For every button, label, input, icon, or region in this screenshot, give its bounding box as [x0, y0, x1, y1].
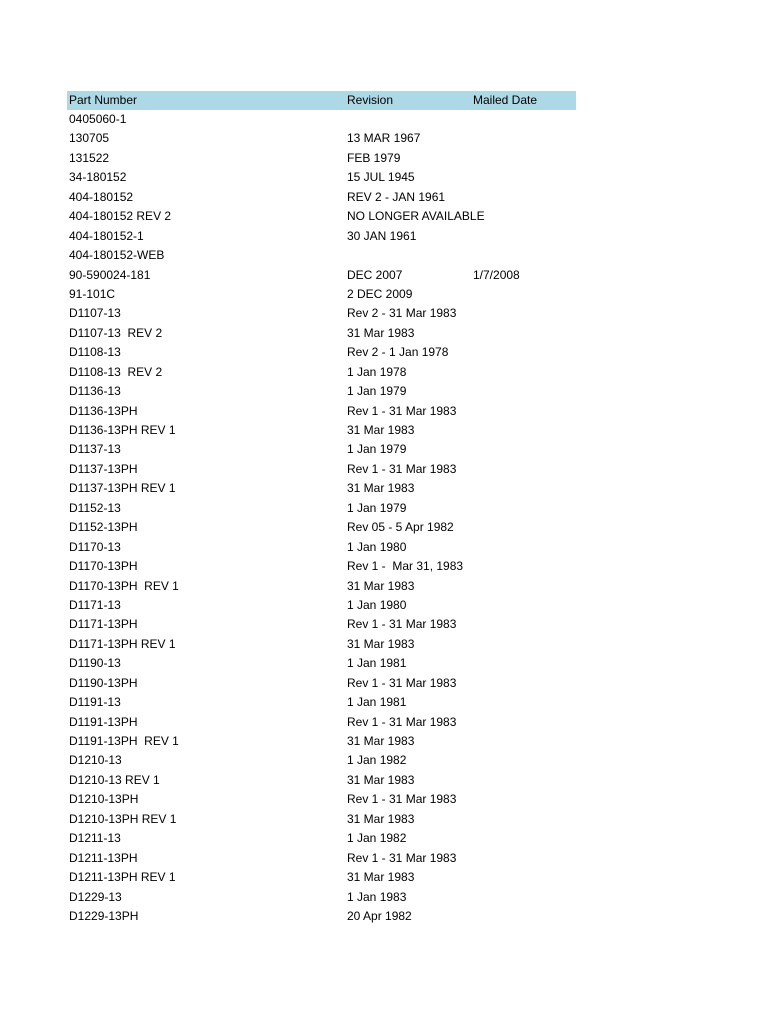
cell-revision: 31 Mar 1983: [347, 811, 415, 826]
cell-mailed-date: [473, 654, 576, 673]
cell-part-number: D1108-13: [69, 345, 121, 360]
cell-part-number: 91-101C: [69, 286, 116, 301]
cell-part-number: D1137-13: [69, 442, 121, 457]
cell-mailed-date: [473, 188, 576, 207]
table-row: [67, 518, 576, 537]
cell-mailed-date: [473, 771, 576, 790]
cell-revision: 15 JUL 1945: [347, 170, 415, 185]
cell-revision: 31 Mar 1983: [347, 870, 415, 885]
cell-revision: 2 DEC 2009: [347, 286, 413, 301]
cell-part-number: D1210-13PH: [69, 792, 139, 807]
cell-part-number: D1171-13PH: [69, 617, 138, 632]
cell-part-number: D1152-13PH: [69, 520, 138, 535]
cell-revision: Rev 1 - 31 Mar 1983: [347, 792, 457, 807]
cell-mailed-date: [473, 849, 576, 868]
cell-revision: Rev 2 - 1 Jan 1978: [347, 345, 449, 360]
parts-table: [67, 91, 576, 926]
cell-mailed-date: [473, 713, 576, 732]
cell-part-number: D1191-13PH: [69, 714, 138, 729]
table-row: [67, 460, 576, 479]
header-mailed-date: Mailed Date: [473, 93, 538, 107]
cell-mailed-date: [473, 810, 576, 829]
table-row: [67, 188, 576, 207]
cell-mailed-date: [473, 635, 576, 654]
cell-part-number: 130705: [69, 131, 110, 146]
cell-revision: 1 Jan 1981: [347, 656, 407, 671]
cell-mailed-date: [473, 440, 576, 459]
table-row: [67, 421, 576, 440]
table-row: [67, 829, 576, 848]
cell-revision: 31 Mar 1983: [347, 481, 415, 496]
cell-mailed-date: [473, 304, 576, 323]
cell-revision: Rev 1 - 31 Mar 1983: [347, 675, 457, 690]
table-row: [67, 907, 576, 926]
table-row: [67, 674, 576, 693]
table-row: [67, 693, 576, 712]
cell-part-number: D1108-13 REV 2: [69, 364, 163, 379]
cell-revision: 1 Jan 1978: [347, 364, 407, 379]
table-row: [67, 499, 576, 518]
cell-mailed-date: [473, 868, 576, 887]
cell-revision: 31 Mar 1983: [347, 772, 415, 787]
cell-mailed-date: [473, 907, 576, 926]
cell-mailed-date: [473, 499, 576, 518]
table-row: [67, 635, 576, 654]
cell-mailed-date: [473, 732, 576, 751]
cell-part-number: D1229-13: [69, 889, 122, 904]
table-row: [67, 615, 576, 634]
cell-revision: 1 Jan 1980: [347, 539, 407, 554]
cell-part-number: D1210-13: [69, 753, 122, 768]
cell-mailed-date: [473, 129, 576, 148]
table-row: [67, 363, 576, 382]
cell-revision: Rev 1 - 31 Mar 1983: [347, 461, 457, 476]
cell-part-number: 34-180152: [69, 170, 127, 185]
table-row: [67, 168, 576, 187]
table-row: [67, 246, 576, 265]
cell-part-number: D1211-13PH REV 1: [69, 870, 176, 885]
cell-mailed-date: [473, 674, 576, 693]
cell-revision: Rev 1 - 31 Mar 1983: [347, 403, 457, 418]
table-row: [67, 382, 576, 401]
cell-part-number: D1190-13PH: [69, 675, 138, 690]
cell-mailed-date: [473, 227, 576, 246]
cell-mailed-date: [473, 402, 576, 421]
table-row: [67, 304, 576, 323]
cell-revision: 31 Mar 1983: [347, 423, 415, 437]
table-row: [67, 654, 576, 673]
cell-part-number: D1136-13PH: [69, 403, 138, 418]
cell-revision: Rev 1 - 31 Mar 1983: [347, 617, 457, 632]
table-row: [67, 771, 576, 790]
cell-part-number: D1152-13: [69, 500, 121, 515]
cell-mailed-date: [473, 790, 576, 809]
cell-mailed-date: [473, 615, 576, 634]
cell-revision: Rev 1 - Mar 31, 1983: [347, 559, 464, 574]
cell-part-number: D1170-13: [69, 539, 121, 554]
cell-mailed-date: [473, 557, 576, 576]
cell-part-number: 0405060-1: [69, 112, 127, 126]
cell-revision: 31 Mar 1983: [347, 325, 415, 340]
cell-revision: Rev 1 - 31 Mar 1983: [347, 850, 457, 865]
cell-revision: 1 Jan 1981: [347, 695, 407, 710]
table-row: [67, 596, 576, 615]
cell-mailed-date: [473, 538, 576, 557]
cell-part-number: D1170-13PH: [69, 559, 138, 574]
cell-part-number: D1137-13PH: [69, 461, 138, 476]
cell-mailed-date: [473, 324, 576, 343]
table-row: [67, 868, 576, 887]
header-part-number: Part Number: [69, 93, 138, 107]
cell-mailed-date: [473, 421, 576, 440]
table-row: [67, 732, 576, 751]
cell-part-number: D1171-13PH REV 1: [69, 636, 176, 651]
table-row: [67, 557, 576, 576]
cell-mailed-date: [473, 596, 576, 615]
cell-part-number: D1229-13PH: [69, 908, 139, 923]
table-row: [67, 888, 576, 907]
cell-part-number: D1136-13: [69, 384, 121, 399]
table-row: [67, 577, 576, 596]
cell-mailed-date: [473, 888, 576, 907]
cell-revision: 1 Jan 1982: [347, 831, 407, 846]
table-row: [67, 713, 576, 732]
cell-mailed-date: [473, 577, 576, 596]
cell-part-number: D1191-13PH REV 1: [69, 734, 179, 748]
cell-revision: 31 Mar 1983: [347, 578, 415, 593]
cell-revision: Rev 05 - 5 Apr 1982: [347, 520, 454, 535]
table-row: [67, 149, 576, 168]
table-row: [67, 266, 576, 285]
cell-part-number: D1190-13: [69, 656, 121, 671]
cell-mailed-date: [473, 460, 576, 479]
table-row: [67, 110, 576, 129]
cell-part-number: D1137-13PH REV 1: [69, 481, 176, 496]
table-row: [67, 479, 576, 498]
cell-mailed-date: [473, 246, 576, 265]
cell-mailed-date: [473, 110, 576, 129]
cell-revision: 31 Mar 1983: [347, 636, 415, 651]
table-row: [67, 285, 576, 304]
cell-part-number: D1107-13: [69, 306, 121, 321]
cell-part-number: D1136-13PH REV 1: [69, 423, 176, 437]
table-row: [67, 751, 576, 770]
cell-revision: 1 Jan 1979: [347, 442, 407, 457]
table-row: [67, 849, 576, 868]
cell-revision: [347, 246, 473, 265]
cell-mailed-date: [473, 829, 576, 848]
cell-mailed-date: [473, 343, 576, 362]
table-row: [67, 440, 576, 459]
table-header: [67, 91, 576, 110]
cell-revision: 1 Jan 1980: [347, 597, 407, 612]
cell-mailed-date: [473, 693, 576, 712]
cell-mailed-date: [473, 285, 576, 304]
table-body: [67, 110, 576, 926]
table-row: [67, 343, 576, 362]
cell-mailed-date: [473, 207, 576, 226]
cell-revision: 13 MAR 1967: [347, 131, 421, 146]
table-row: [67, 790, 576, 809]
cell-revision: 30 JAN 1961: [347, 228, 417, 243]
cell-revision: NO LONGER AVAILABLE: [347, 209, 485, 224]
table-row: [67, 324, 576, 343]
cell-revision: REV 2 - JAN 1961: [347, 189, 446, 204]
cell-part-number: 131522: [69, 150, 110, 165]
cell-part-number: D1170-13PH REV 1: [69, 578, 179, 593]
cell-part-number: 404-180152-1: [69, 228, 144, 243]
cell-part-number: D1191-13: [69, 695, 121, 710]
table-row: [67, 129, 576, 148]
cell-revision: 1 Jan 1979: [347, 500, 407, 515]
cell-part-number: 404-180152-WEB: [69, 248, 165, 263]
cell-part-number: 90-590024-181: [69, 267, 151, 282]
cell-revision: 1 Jan 1979: [347, 384, 407, 399]
cell-part-number: D1211-13PH: [69, 850, 138, 865]
table-row: [67, 538, 576, 557]
header-revision: Revision: [347, 93, 394, 107]
cell-part-number: 404-180152: [69, 189, 134, 204]
table-row: [67, 402, 576, 421]
cell-revision: 1 Jan 1983: [347, 889, 407, 904]
cell-mailed-date: [473, 751, 576, 770]
cell-revision: Rev 2 - 31 Mar 1983: [347, 306, 457, 321]
cell-revision: DEC 2007: [347, 267, 403, 282]
cell-part-number: D1210-13PH REV 1: [69, 811, 177, 826]
table-row: [67, 227, 576, 246]
cell-part-number: 404-180152 REV 2: [69, 209, 172, 224]
cell-revision: FEB 1979: [347, 150, 401, 165]
cell-revision: [347, 110, 473, 129]
cell-mailed-date: 1/7/2008: [473, 267, 520, 282]
table-row: [67, 207, 576, 226]
cell-revision: Rev 1 - 31 Mar 1983: [347, 714, 457, 729]
cell-part-number: D1107-13 REV 2: [69, 325, 163, 340]
cell-part-number: D1211-13: [69, 831, 121, 846]
cell-mailed-date: [473, 382, 576, 401]
cell-revision: 1 Jan 1982: [347, 753, 407, 768]
table-row: [67, 810, 576, 829]
cell-mailed-date: [473, 149, 576, 168]
cell-part-number: D1171-13: [69, 597, 121, 612]
cell-mailed-date: [473, 518, 576, 537]
cell-mailed-date: [473, 363, 576, 382]
cell-mailed-date: [473, 168, 576, 187]
cell-part-number: D1210-13 REV 1: [69, 772, 160, 787]
cell-revision: 20 Apr 1982: [347, 908, 412, 923]
cell-mailed-date: [473, 479, 576, 498]
cell-revision: 31 Mar 1983: [347, 734, 415, 748]
